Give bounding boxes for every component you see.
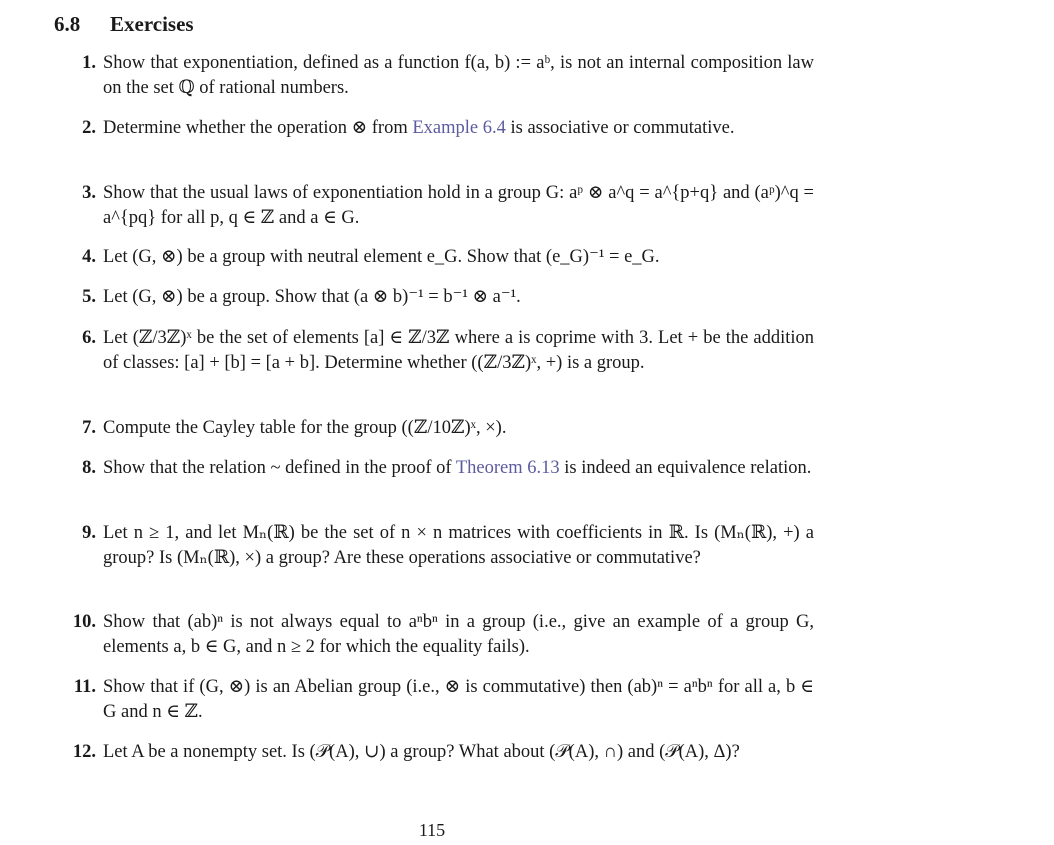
section-heading [54, 12, 194, 37]
page-number: 115 [418, 820, 446, 840]
exercise-number: 1. [82, 53, 96, 73]
exercise-text: Compute the Cayley table for the group ((ℤ/10ℤ)ˣ, ×). [103, 418, 507, 438]
exercise-number: 7. [82, 418, 96, 438]
exercise-6 [54, 326, 814, 376]
exercise-number: 6. [82, 328, 96, 348]
exercise-1 [54, 51, 814, 101]
exercise-number: 8. [82, 458, 96, 478]
exercise-8 [54, 456, 814, 481]
exercise-number: 3. [82, 183, 96, 203]
exercise-number: 12. [72, 742, 96, 762]
exercise-5 [54, 285, 814, 310]
exercise-text: Show that the relation ~ defined in the proof of Theorem 6.13 is indeed an equivalence relation. [103, 458, 812, 478]
exercise-3 [54, 181, 814, 231]
theorem-link[interactable]: Theorem 6.13 [455, 458, 560, 478]
exercise-text: Let n ≥ 1, and let Mₙ(ℝ) be the set of n × n matrices with coefficients in ℝ. Is (Mₙ(ℝ), +) a group? Is (Mₙ(ℝ), ×) a group? Are these operations associative or commutative? [103, 523, 814, 568]
exercise-text: Let (G, ⊗) be a group. Show that (a ⊗ b)⁻¹ = b⁻¹ ⊗ a⁻¹. [103, 287, 521, 307]
exercise-number: 11. [73, 677, 96, 697]
exercise-text: Determine whether the operation ⊗ from Example 6.4 is associative or commutative. [103, 118, 735, 138]
exercise-2 [54, 116, 814, 141]
exercise-number: 4. [82, 247, 96, 267]
exercise-number: 2. [82, 118, 96, 138]
exercise-4 [54, 245, 814, 270]
section-title: Exercises [110, 12, 194, 36]
exercise-number: 10. [72, 612, 96, 632]
exercise-text: Show that exponentiation, defined as a function f(a, b) := aᵇ, is not an internal composition law on the set ℚ of rational numbers. [103, 53, 814, 98]
example-link[interactable]: Example 6.4 [412, 118, 506, 138]
exercise-number: 5. [82, 287, 96, 307]
section-number: 6.8 [54, 12, 81, 36]
exercise-11 [54, 675, 814, 725]
exercise-7 [54, 416, 814, 441]
exercise-text: Show that if (G, ⊗) is an Abelian group (i.e., ⊗ is commutative) then (ab)ⁿ = aⁿbⁿ for all a, b ∈ G and n ∈ ℤ. [103, 677, 814, 722]
exercise-10 [54, 610, 814, 660]
exercise-text: Let (ℤ/3ℤ)ˣ be the set of elements [a] ∈ ℤ/3ℤ where a is coprime with 3. Let + be the addition of classes: [a] + [b] = [a + b]. Determine whether ((ℤ/3ℤ)ˣ, +) is a group. [103, 328, 814, 373]
exercise-number: 9. [82, 523, 96, 543]
exercise-9 [54, 521, 814, 571]
exercise-text: Let A be a nonempty set. Is (𝒫(A), ∪) a group? What about (𝒫(A), ∩) and (𝒫(A), Δ)? [103, 742, 740, 762]
exercise-text: Show that (ab)ⁿ is not always equal to aⁿbⁿ in a group (i.e., give an example of a group G, elements a, b ∈ G, and n ≥ 2 for which the equality fails). [103, 612, 814, 657]
exercise-text: Show that the usual laws of exponentiation hold in a group G: aᵖ ⊗ a^q = a^{p+q} and (aᵖ)^q = a^{pq} for all p, q ∈ ℤ and a ∈ G. [103, 183, 814, 228]
exercise-12 [54, 740, 814, 765]
exercise-text: Let (G, ⊗) be a group with neutral element e_G. Show that (e_G)⁻¹ = e_G. [103, 247, 660, 267]
